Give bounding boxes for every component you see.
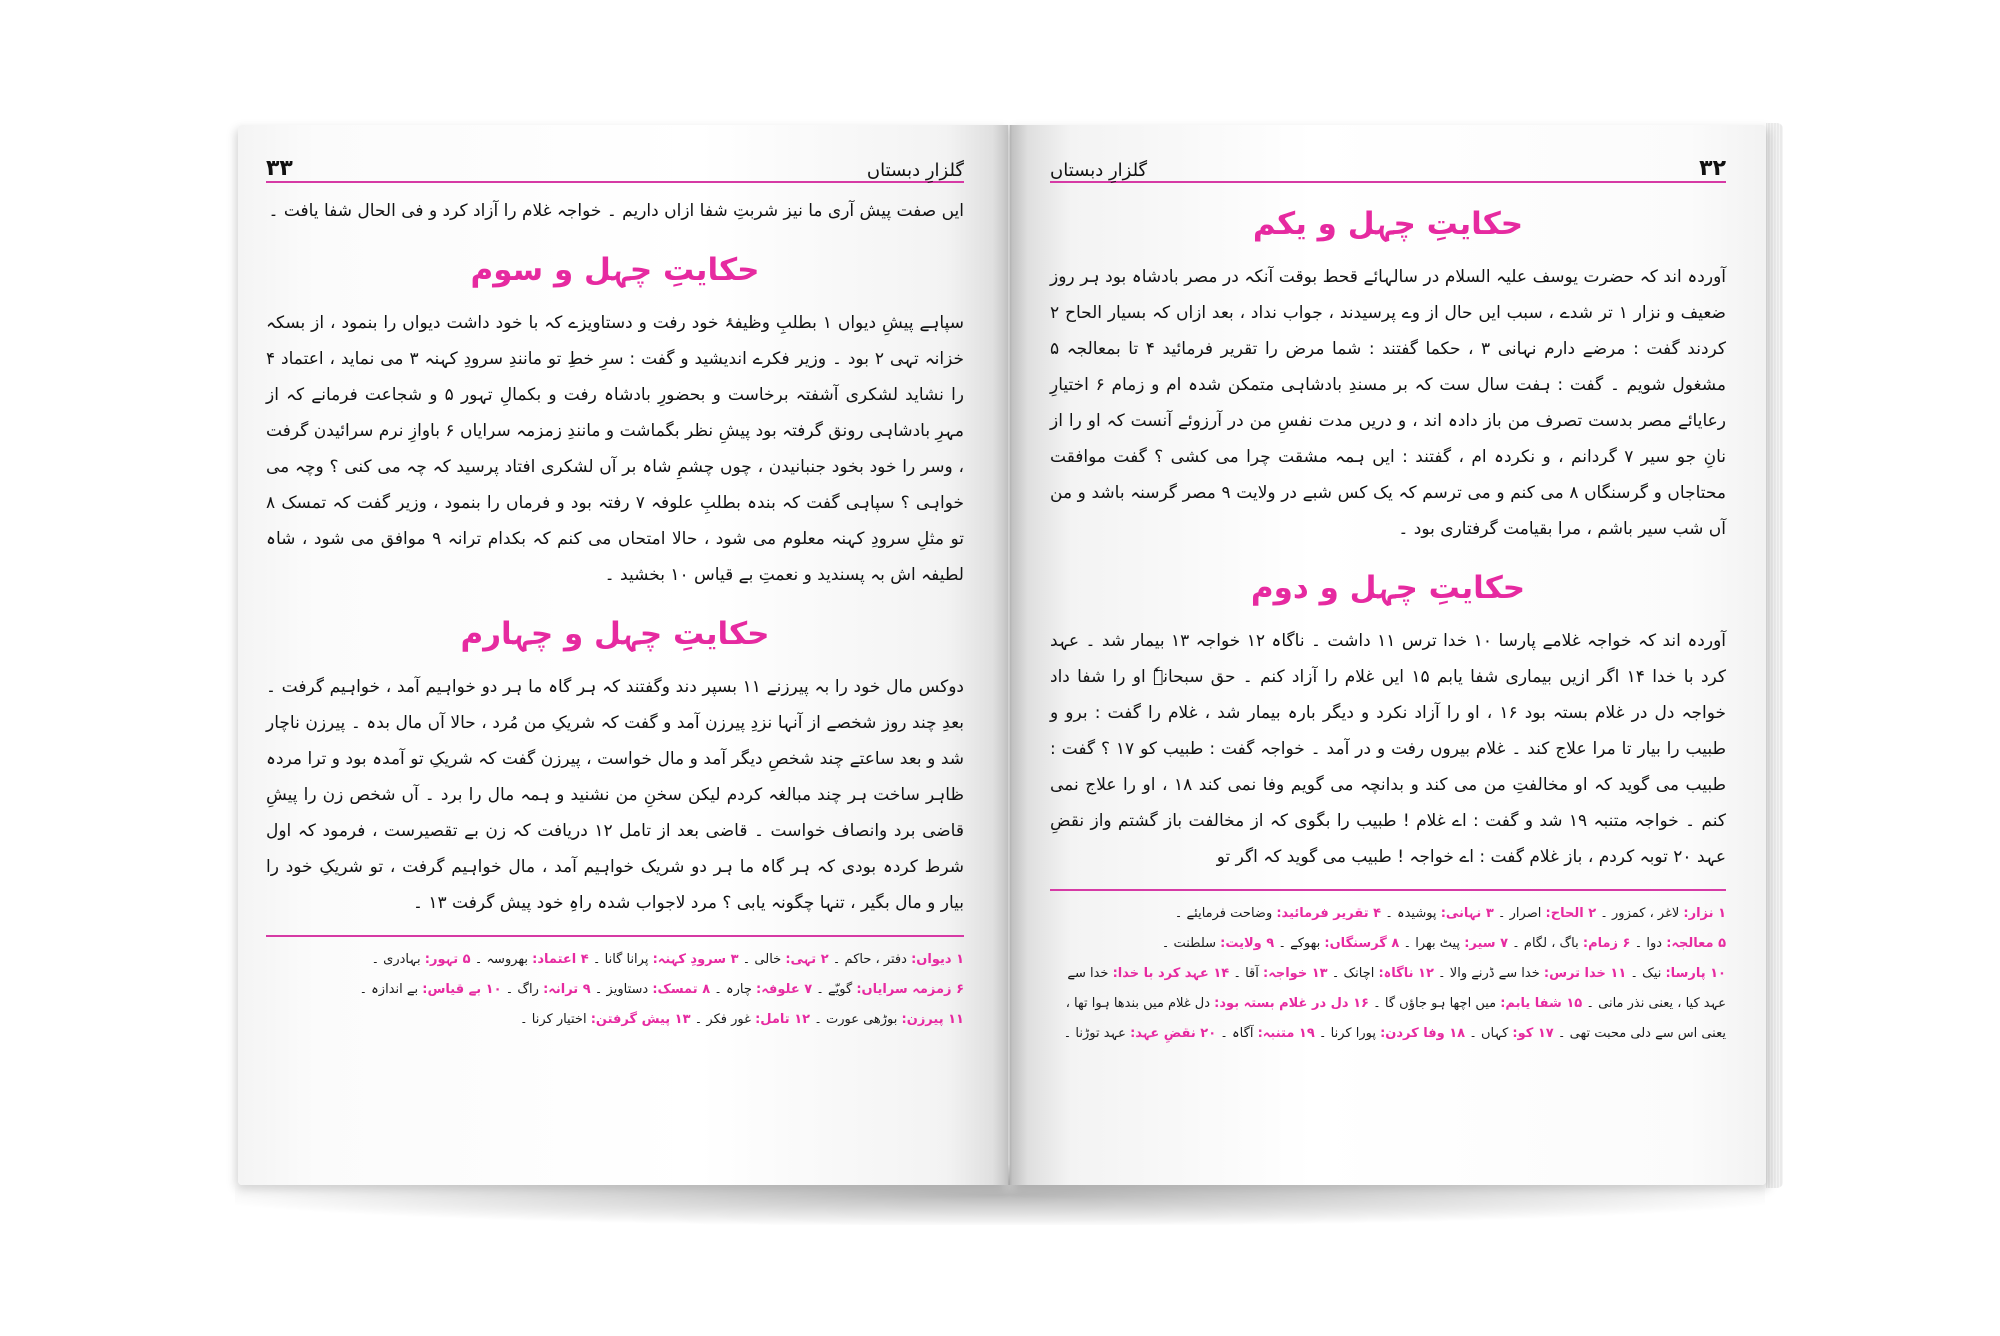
footnote-term: ۱۰ بے قیاس:	[422, 982, 502, 997]
page-edges	[1766, 123, 1783, 1188]
footnote-term: ۱۵ شفا یابم:	[1500, 996, 1583, 1011]
footnote-term: ۵ تہور:	[424, 952, 471, 967]
footnote-text: کہاں ۔	[1465, 1026, 1513, 1041]
footnote-term: ۱۱ خدا ترس:	[1543, 966, 1627, 981]
footnote-term: ۱۷ کو:	[1512, 1026, 1554, 1041]
left-story2-heading: حکایتِ چہل و چہارم	[460, 616, 770, 652]
footnote-term: ۴ تقریر فرمائید:	[1276, 906, 1382, 921]
footnote-text: بے اندازہ ۔	[359, 982, 423, 997]
footnote-text: اصرار ۔	[1493, 906, 1546, 921]
left-book-title: گلزارِ دبستاں	[866, 160, 964, 181]
right-footnote-rule	[1050, 889, 1726, 891]
right-story2-heading: حکایتِ چہل و دوم	[1250, 570, 1526, 606]
left-page	[238, 125, 1008, 1185]
right-running-head	[1050, 147, 1726, 183]
footnote-term: ۷ علوفہ:	[756, 982, 813, 997]
footnote-term: ۱۰ پارسا:	[1665, 966, 1726, 981]
left-story1-heading: حکایتِ چہل و سوم	[470, 252, 760, 288]
footnote-text: اختیار کرنا ۔	[520, 1012, 591, 1027]
footnote-text: عہد توڑنا ۔	[1063, 1026, 1131, 1041]
footnote-text: بہادری ۔	[371, 952, 425, 967]
footnote-text: راگ ۔	[501, 982, 544, 997]
footnote-text: میں اچھا ہو جاؤں گا ۔	[1369, 996, 1501, 1011]
right-story2-text: آوردہ اند کہ خواجہ غلامے پارسا ۱۰ خدا ترس ۱۱ داشت ۔ ناگاہ ۱۲ خواجہ ۱۳ بیمار شد ۔ عہد کرد با خدا ۱۴ اگر ازیں بیماری شفا یابم ۱۵ ایں غلام را آزاد کنم ۔ حق سبحانہٗ او را شفا داد خواجہ دل در غلام بستہ بود ۱۶ ، او را آزاد نکرد و دیگر بارہ بیمار شد ، غلام را گفت : برو و طبیب را بیار تا مرا علاج کند ۔ غلام بیروں رفت و در آمد ۔ خواجہ گفت : طبیب کو ۱۷ ؟ گفت : طبیب می گوید کہ او مخالفتِ من می کند و بدانچہ می گویم وفا نمی کند ۱۸ ، او را علاج نمی کنم ۔ خواجہ متنبہ ۱۹ شد و گفت : اے غلام ! طبیب را بگوی کہ از مخالفت باز گشتم واز نقضِ عہد ۲۰ توبہ کردم ، باز غلام گفت : اے خواجہ ! طبیب می گوید کہ اگر تو	[1050, 631, 1726, 867]
footnote-text: دستاویز ۔	[590, 982, 653, 997]
footnote-term: ۷ سیر:	[1464, 936, 1509, 951]
right-book-title: گلزارِ دبستاں	[1050, 160, 1148, 181]
left-story2-text: دوکس مال خود را بہ پیرزنے ۱۱ بسپر دند وگفتند کہ ہر گاہ ما ہر دو خواہیم آمد ، خواہیم گرفت ۔ بعدِ چند روز شخصے از آنہا نزدِ پیرزن آمد و گفت کہ شریکِ من مُرد ، حالا آں مال بدہ ۔ پیرزن ناچار شد و بعد ساعتے چند شخصِ دیگر آمد و مال خواست ، پیرزن گفت کہ شریکِ تو آمدہ بود و ترا مردہ ظاہر ساخت ہر چند مبالغہ کردم لیکن سخنِ من نشنید و ہمہ مال را برد ۔ آں شخص زن را پیشِ قاضی برد وانصاف خواست ۔ قاضی بعد از تامل ۱۲ دریافت کہ زن بے تقصیرست ، فرمود کہ اول شرط کردہ بودی کہ ہر گاہ ما ہر دو شریک خواہیم آمد ، مال خواہیم گرفت ، تو شریکِ خود را بیار و مال بگیر ، تنہا چگونہ یابی ؟ مرد لاجواب شدہ راہِ خود پیش گرفت ۱۳ ۔	[266, 677, 964, 913]
footnote-term: ۸ گرسنگاں:	[1324, 936, 1400, 951]
footnote-term: ۸ تمسک:	[652, 982, 711, 997]
footnote-term: ۱۸ وفا کردن:	[1380, 1026, 1466, 1041]
footnote-text: وضاحت فرمایئے ۔	[1174, 906, 1277, 921]
open-book	[238, 115, 1783, 1215]
footnote-term: ۳ نہانی:	[1440, 906, 1494, 921]
footnote-term: ۲ تہی:	[785, 952, 829, 967]
footnote-text: سلطنت ۔	[1161, 936, 1221, 951]
footnote-text: پیٹ بھرا ۔	[1399, 936, 1465, 951]
left-footnote-rule	[266, 935, 964, 937]
footnote-term: ۱۲ تامل:	[755, 1012, 811, 1027]
footnote-text: دفتر ، حاکم ۔	[828, 952, 912, 967]
footnote-text: چارہ ۔	[710, 982, 757, 997]
footnote-term: ۱۶ دل در غلام بستہ بود:	[1214, 996, 1369, 1011]
footnote-term: ۴ اعتماد:	[532, 952, 589, 967]
footnote-text: پرانا گانا ۔	[588, 952, 653, 967]
left-page-number: ۳۳	[266, 156, 293, 181]
footnote-term: ۳ سرودِ کہنہ:	[652, 952, 739, 967]
right-story1-heading: حکایتِ چہل و یکم	[1252, 206, 1524, 242]
footnote-text: بوڑھی عورت ۔	[810, 1012, 902, 1027]
footnote-text: خالی ۔	[738, 952, 786, 967]
footnote-text: اچانک ۔	[1327, 966, 1379, 981]
right-footnotes	[1050, 899, 1726, 1049]
footnote-term: ۶ زمزمہ سرایاں:	[856, 982, 964, 997]
footnote-term: ۹ ولایت:	[1220, 936, 1275, 951]
left-running-head	[266, 147, 964, 183]
left-story1-text: سپاہے پیشِ دیواں ۱ بطلبِ وظیفۂ خود رفت و دستاویزے کہ با خود داشت دیواں را بنمود ، از بسکہ خزانہ تہی ۲ بود ۔ وزیر فکرے اندیشید و گفت : سرِ خطِ تو مانندِ سرودِ کہنہ ۳ می نماید ، اعتماد ۴ را نشاید لشکری آشفتہ برخاست و بحضورِ بادشاہ رفت و بکمالِ تہور ۵ و شجاعت فرمانے کہ از مہرِ بادشاہی رونق گرفتہ بود پیشِ نظر بگماشت و مانندِ زمزمہ سرایاں ۶ باوازِ نرم سرائیدن گرفت ، وسر را خود بخود جنبانیدن ، چوں چشمِ شاہ بر آں لشکری افتاد پرسید کہ چہ می کنی ؟ وچہ می خواہی ؟ سپاہی گفت کہ بندہ بطلبِ علوفہ ۷ رفتہ بود و فرماں را بنمود ، وزیر گفت کہ تمسک ۸ تو مثلِ سرودِ کہنہ معلوم می شود ، حالا امتحاں می کنم کہ بکدام ترانہ ۹ موافق می شود ، شاہ لطیفہ اش بہ پسندید و نعمتِ بے قیاس ۱۰ بخشید ۔	[266, 313, 965, 585]
footnote-term: ۵ معالجہ:	[1666, 936, 1726, 951]
footnote-text: نیک ۔	[1626, 966, 1666, 981]
footnote-term: ۱۱ پیرزن:	[901, 1012, 964, 1027]
footnote-text: خدا سے عہد کیا ، یعنی نذر مانی ۔	[1067, 966, 1726, 1011]
footnote-term: ۱ دیواں:	[911, 952, 964, 967]
footnote-text: لاغر ، کمزور ۔	[1596, 906, 1684, 921]
footnote-text: آگاہ ۔	[1216, 1026, 1258, 1041]
right-page	[1010, 125, 1766, 1185]
right-page-number: ۳۲	[1699, 156, 1726, 181]
footnote-term: ۲ الحاح:	[1545, 906, 1597, 921]
footnote-term: ۱۳ پیش گرفتن:	[590, 1012, 691, 1027]
footnote-term: ۶ زمام:	[1582, 936, 1631, 951]
right-story1-text: آوردہ اند کہ حضرت یوسف علیہ السلام در سالہائے قحط بوقت آنکہ در مصر بادشاہ بود ہر روز ضعیف و نزار ۱ تر شدے ، سبب ایں حال از وے پرسیدند ، جواب نداد ، بعد ازاں کہ بسیار الحاح ۲ کردند گفت : مرضے دارم نہانی ۳ ، حکما گفتند : شما مرض را تقریر فرمائید ۴ تا بمعالجہ ۵ مشغول شویم ۔ گفت : ہفت سال ست کہ بر مسندِ بادشاہی متمکن شدہ ام و زمام ۶ اختیارِ رعایائے مصر بدست تصرف من باز دادہ اند ، و دریں مدت نفسِ من در آرزوئے آنست کہ او را از نانِ جو سیر ۷ گردانم ، و نکردہ ام ، گفتند : ایں ہمہ مشقت چرا می کشی ؟ گفت موافقت محتاجاں و گرسنگاں ۸ می کنم و می ترسم کہ یک کس شبے در ولایت ۹ مصر گرسنہ باشد و من آں شب سیر باشم ، مرا بقیامت گرفتاری بود ۔	[1050, 267, 1726, 539]
footnote-text: بھوکے ۔	[1274, 936, 1325, 951]
footnote-term: ۱۴ عہد کرد با خدا:	[1112, 966, 1230, 981]
footnote-text: خدا سے ڈرنے والا ۔	[1433, 966, 1544, 981]
footnote-term: ۲۰ نقضِ عہد:	[1130, 1026, 1217, 1041]
footnote-text: دل غلام میں بندھا ہوا تھا ، یعنی اس سے دلی محبت تھی ۔	[1065, 996, 1726, 1041]
footnote-text: آقا ۔	[1229, 966, 1264, 981]
footnote-text: دوا ۔	[1630, 936, 1667, 951]
footnote-text: گویّے ۔	[812, 982, 857, 997]
footnote-text: غور فکر ۔	[690, 1012, 756, 1027]
footnote-term: ۱۲ ناگاہ:	[1378, 966, 1434, 981]
footnote-term: ۱۳ خواجہ:	[1263, 966, 1328, 981]
left-footnotes	[266, 945, 964, 1035]
footnote-term: ۱۹ متنبہ:	[1257, 1026, 1315, 1041]
footnote-text: پورا کرنا ۔	[1314, 1026, 1381, 1041]
book-spine	[993, 125, 1028, 1185]
footnote-text: باگ ، لگام ۔	[1508, 936, 1583, 951]
footnote-text: بھروسہ ۔	[470, 952, 533, 967]
footnote-text: پوشیدہ ۔	[1381, 906, 1441, 921]
footnote-term: ۱ نزار:	[1683, 906, 1726, 921]
footnote-term: ۹ ترانہ:	[543, 982, 591, 997]
left-opening-text: ایں صفت پیش آری ما نیز شربتِ شفا ازاں داریم ۔ خواجہ غلام را آزاد کرد و فی الحال شفا یافت ۔	[268, 201, 964, 221]
